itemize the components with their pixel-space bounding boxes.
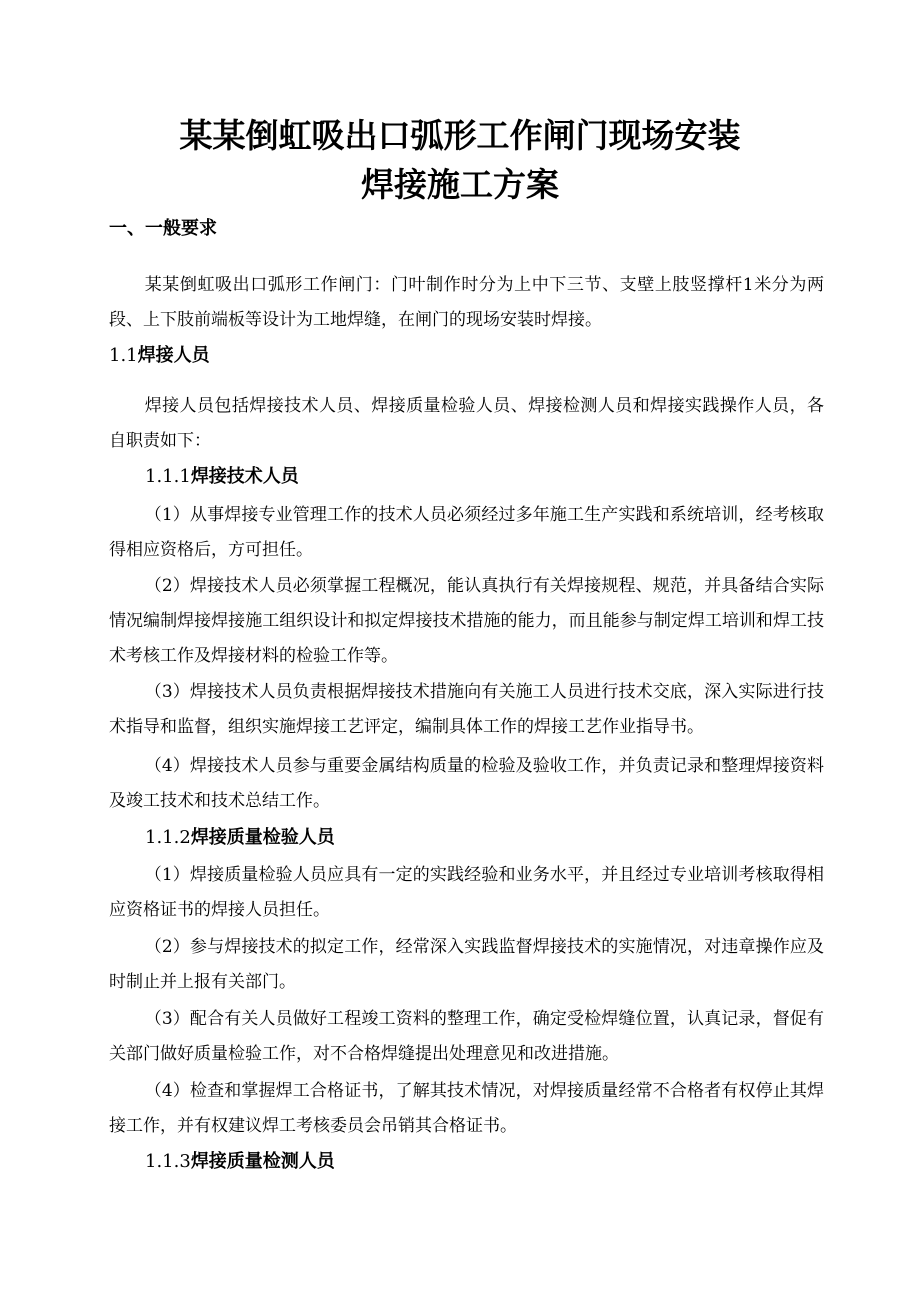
paragraph: （4）焊接技术人员参与重要金属结构质量的检验及验收工作，并负责记录和整理焊接资料及竣工技术和技术总结工作。 (109, 756, 824, 811)
paragraph: （3）配合有关人员做好工程竣工资料的整理工作，确定受检焊缝位置，认真记录，督促有关部门做好质量检验工作，对不合格焊缝提出处理意见和改进措施。 (109, 1009, 824, 1064)
paragraph: （4）检查和掌握焊工合格证书，了解其技术情况，对焊接质量经常不合格者有权停止其焊接工作，并有权建议焊工考核委员会吊销其合格证书。 (109, 1081, 824, 1136)
section-title: 焊接质量检验人员 (190, 827, 335, 848)
section-1-intro: 某某倒虹吸出口弧形工作闸门：门叶制作时分为上中下三节、支壁上肢竖撑杆1米分为两段、上下肢前端板等设计为工地焊缝，在闸门的现场安装时焊接。 (109, 275, 824, 330)
document-title-line-2: 焊接施工方案 (361, 165, 559, 204)
section-number: 1.1.1 (145, 466, 191, 487)
section-1-heading: 一、一般要求 (109, 218, 217, 239)
paragraph: （1）焊接质量检验人员应具有一定的实践经验和业务水平，并且经过专业培训考核取得相应资格证书的焊接人员担任。 (109, 865, 824, 920)
section-title: 焊接质量检测人员 (190, 1151, 335, 1172)
section-title: 焊接人员 (137, 345, 210, 366)
document-title-line-1: 某某倒虹吸出口弧形工作闸门现场安装 (179, 116, 741, 155)
paragraph: （1）从事焊接专业管理工作的技术人员必须经过多年施工生产实践和系统培训，经考核取得相应资格后，方可担任。 (109, 505, 824, 560)
section-1-1-heading (109, 344, 210, 368)
section-1-1-3-heading (145, 1150, 335, 1174)
section-number: 1.1.2 (145, 827, 191, 848)
section-1-1-intro: 焊接人员包括焊接技术人员、焊接质量检验人员、焊接检测人员和焊接实践操作人员，各自职责如下： (109, 396, 824, 451)
section-number: 1.1 (109, 345, 138, 366)
paragraph: （3）焊接技术人员负责根据焊接技术措施向有关施工人员进行技术交底，深入实际进行技术指导和监督，组织实施焊接工艺评定，编制具体工作的焊接工艺作业指导书。 (109, 682, 824, 737)
section-number: 1.1.3 (145, 1151, 191, 1172)
paragraph: （2）参与焊接技术的拟定工作，经常深入实践监督焊接技术的实施情况，对违章操作应及时制止并上报有关部门。 (109, 937, 824, 992)
section-1-1-2-heading (145, 826, 335, 850)
section-title: 焊接技术人员 (190, 466, 299, 487)
paragraph: （2）焊接技术人员必须掌握工程概况，能认真执行有关焊接规程、规范，并具备结合实际情况编制焊接焊接施工组织设计和拟定焊接技术措施的能力，而且能参与制定焊工培训和焊工技术考核工作及焊接材料的检验工作等。 (109, 576, 824, 666)
section-1-1-1-heading (145, 465, 299, 489)
